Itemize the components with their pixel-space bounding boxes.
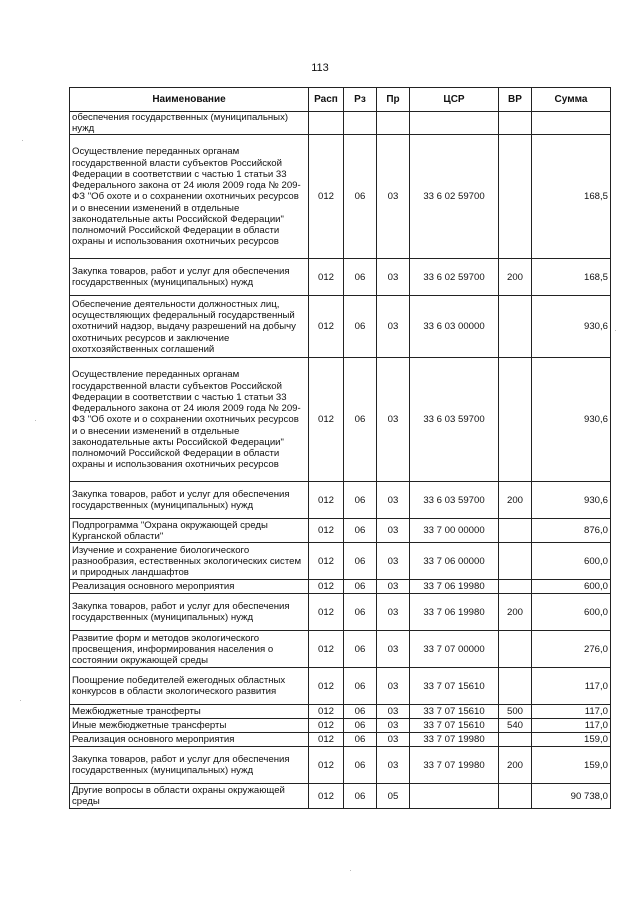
row-name-cell: обеспечения государственных (муниципальных) нужд — [70, 112, 309, 135]
row-name-cell: Закупка товаров, работ и услуг для обеспечения государственных (муниципальных) нужд — [70, 594, 309, 631]
table-body — [70, 112, 611, 809]
row-rasp-cell — [309, 112, 344, 135]
row-rz-cell — [344, 112, 377, 135]
row-rasp-cell: 012 — [309, 747, 344, 784]
row-pr-cell: 03 — [377, 358, 410, 482]
row-sum-cell: 876,0 — [532, 519, 611, 543]
table-row — [70, 482, 611, 519]
column-header-sum: Сумма — [532, 88, 611, 112]
row-sum-cell: 168,5 — [532, 135, 611, 259]
table-row — [70, 112, 611, 135]
row-csr-cell: 33 7 06 00000 — [410, 543, 499, 580]
row-vr-cell: 200 — [499, 747, 532, 784]
row-rz-cell: 06 — [344, 482, 377, 519]
row-pr-cell: 03 — [377, 482, 410, 519]
row-vr-cell — [499, 631, 532, 668]
row-rz-cell: 06 — [344, 519, 377, 543]
row-rasp-cell: 012 — [309, 296, 344, 358]
row-pr-cell: 03 — [377, 594, 410, 631]
row-sum-cell: 90 738,0 — [532, 784, 611, 809]
column-header-vr: ВР — [499, 88, 532, 112]
row-name-cell: Межбюджетные трансферты — [70, 705, 309, 719]
row-vr-cell — [499, 296, 532, 358]
table-row — [70, 668, 611, 705]
row-name-cell: Поощрение победителей ежегодных областных конкурсов в области экологического развития — [70, 668, 309, 705]
table-row — [70, 543, 611, 580]
row-pr-cell: 05 — [377, 784, 410, 809]
row-pr-cell: 03 — [377, 259, 410, 296]
row-rasp-cell: 012 — [309, 580, 344, 594]
row-sum-cell: 276,0 — [532, 631, 611, 668]
row-csr-cell: 33 7 06 19980 — [410, 580, 499, 594]
table-row — [70, 580, 611, 594]
row-csr-cell: 33 7 07 15610 — [410, 705, 499, 719]
row-sum-cell: 600,0 — [532, 580, 611, 594]
row-csr-cell: 33 7 07 15610 — [410, 668, 499, 705]
row-csr-cell — [410, 784, 499, 809]
row-rasp-cell: 012 — [309, 259, 344, 296]
row-vr-cell — [499, 112, 532, 135]
row-csr-cell: 33 6 03 59700 — [410, 358, 499, 482]
row-rasp-cell: 012 — [309, 358, 344, 482]
row-rz-cell: 06 — [344, 259, 377, 296]
row-name-cell: Подпрограмма "Охрана окружающей среды Курганской области" — [70, 519, 309, 543]
row-name-cell: Закупка товаров, работ и услуг для обеспечения государственных (муниципальных) нужд — [70, 482, 309, 519]
column-header-csr: ЦСР — [410, 88, 499, 112]
row-pr-cell: 03 — [377, 747, 410, 784]
table-header-row — [70, 88, 611, 112]
row-sum-cell: 600,0 — [532, 543, 611, 580]
row-pr-cell: 03 — [377, 719, 410, 733]
row-csr-cell: 33 7 07 19980 — [410, 733, 499, 747]
row-sum-cell: 930,6 — [532, 358, 611, 482]
row-pr-cell: 03 — [377, 631, 410, 668]
row-rasp-cell: 012 — [309, 135, 344, 259]
row-name-cell: Изучение и сохранение биологического разнообразия, естественных экологических систем и природных ландшафтов — [70, 543, 309, 580]
row-rz-cell: 06 — [344, 668, 377, 705]
row-vr-cell: 200 — [499, 259, 532, 296]
row-sum-cell: 930,6 — [532, 482, 611, 519]
row-vr-cell — [499, 668, 532, 705]
row-rasp-cell: 012 — [309, 705, 344, 719]
row-csr-cell: 33 6 02 59700 — [410, 259, 499, 296]
table-row — [70, 519, 611, 543]
row-vr-cell: 500 — [499, 705, 532, 719]
table-row — [70, 784, 611, 809]
row-sum-cell: 930,6 — [532, 296, 611, 358]
row-rasp-cell: 012 — [309, 668, 344, 705]
row-pr-cell: 03 — [377, 705, 410, 719]
row-sum-cell: 117,0 — [532, 668, 611, 705]
row-sum-cell: 600,0 — [532, 594, 611, 631]
row-name-cell: Закупка товаров, работ и услуг для обеспечения государственных (муниципальных) нужд — [70, 747, 309, 784]
row-csr-cell: 33 7 00 00000 — [410, 519, 499, 543]
row-pr-cell: 03 — [377, 296, 410, 358]
row-vr-cell — [499, 358, 532, 482]
row-vr-cell: 200 — [499, 594, 532, 631]
row-rz-cell: 06 — [344, 296, 377, 358]
row-pr-cell: 03 — [377, 580, 410, 594]
page-number: 113 — [311, 62, 329, 74]
row-csr-cell: 33 7 07 00000 — [410, 631, 499, 668]
table-row — [70, 358, 611, 482]
row-name-cell: Закупка товаров, работ и услуг для обеспечения государственных (муниципальных) нужд — [70, 259, 309, 296]
row-csr-cell: 33 7 07 19980 — [410, 747, 499, 784]
row-csr-cell: 33 6 02 59700 — [410, 135, 499, 259]
row-pr-cell: 03 — [377, 733, 410, 747]
row-name-cell: Другие вопросы в области охраны окружающей среды — [70, 784, 309, 809]
row-rz-cell: 06 — [344, 594, 377, 631]
row-vr-cell: 540 — [499, 719, 532, 733]
row-sum-cell: 117,0 — [532, 719, 611, 733]
row-name-cell: Осуществление переданных органам государственной власти субъектов Российской Федерации в соответствии с частью 1 статьи 33 Федерального закона от 24 июля 2009 года № 209-ФЗ "Об охоте и о сохранении охотничьих ресурсов и о внесении изменений в отдельные законодательные акты Российской Федерации" полномочий Российской Федерации в области охраны и использования охотничьих ресурсов — [70, 358, 309, 482]
row-vr-cell — [499, 135, 532, 259]
budget-table — [69, 87, 611, 809]
row-rasp-cell: 012 — [309, 482, 344, 519]
table-row — [70, 594, 611, 631]
row-rz-cell: 06 — [344, 733, 377, 747]
row-rasp-cell: 012 — [309, 543, 344, 580]
row-csr-cell: 33 7 07 15610 — [410, 719, 499, 733]
row-name-cell: Иные межбюджетные трансферты — [70, 719, 309, 733]
row-csr-cell — [410, 112, 499, 135]
row-rasp-cell: 012 — [309, 631, 344, 668]
row-pr-cell: 03 — [377, 668, 410, 705]
row-sum-cell: 159,0 — [532, 733, 611, 747]
table-row — [70, 747, 611, 784]
row-csr-cell: 33 6 03 59700 — [410, 482, 499, 519]
row-rz-cell: 06 — [344, 580, 377, 594]
row-rz-cell: 06 — [344, 358, 377, 482]
row-vr-cell — [499, 733, 532, 747]
row-name-cell: Реализация основного мероприятия — [70, 733, 309, 747]
row-rasp-cell: 012 — [309, 784, 344, 809]
row-sum-cell: 117,0 — [532, 705, 611, 719]
table-row — [70, 259, 611, 296]
row-rz-cell: 06 — [344, 135, 377, 259]
row-sum-cell: 168,5 — [532, 259, 611, 296]
row-pr-cell: 03 — [377, 135, 410, 259]
column-header-pr: Пр — [377, 88, 410, 112]
row-pr-cell: 03 — [377, 519, 410, 543]
row-sum-cell — [532, 112, 611, 135]
row-rasp-cell: 012 — [309, 733, 344, 747]
row-vr-cell — [499, 519, 532, 543]
row-rasp-cell: 012 — [309, 519, 344, 543]
row-csr-cell: 33 6 03 00000 — [410, 296, 499, 358]
row-pr-cell — [377, 112, 410, 135]
table-row — [70, 135, 611, 259]
row-vr-cell — [499, 784, 532, 809]
row-name-cell: Реализация основного мероприятия — [70, 580, 309, 594]
table-row — [70, 296, 611, 358]
row-vr-cell: 200 — [499, 482, 532, 519]
row-pr-cell: 03 — [377, 543, 410, 580]
row-rz-cell: 06 — [344, 631, 377, 668]
row-rz-cell: 06 — [344, 543, 377, 580]
table-row — [70, 719, 611, 733]
row-sum-cell: 159,0 — [532, 747, 611, 784]
table-row — [70, 631, 611, 668]
row-name-cell: Осуществление переданных органам государственной власти субъектов Российской Федерации в соответствии с частью 1 статьи 33 Федерального закона от 24 июля 2009 года № 209-ФЗ "Об охоте и о сохранении охотничьих ресурсов и о внесении изменений в отдельные законодательные акты Российской Федерации" полномочий Российской Федерации в области охраны и использования охотничьих ресурсов — [70, 135, 309, 259]
row-vr-cell — [499, 543, 532, 580]
row-vr-cell — [499, 580, 532, 594]
row-rz-cell: 06 — [344, 705, 377, 719]
column-header-rasp: Расп — [309, 88, 344, 112]
row-rz-cell: 06 — [344, 747, 377, 784]
row-rz-cell: 06 — [344, 719, 377, 733]
table-row — [70, 733, 611, 747]
row-name-cell: Обеспечение деятельности должностных лиц, осуществляющих федеральный государственный охотничий надзор, выдачу разрешений на добычу охотничьих ресурсов и заключение охотхозяйственных соглашений — [70, 296, 309, 358]
row-rasp-cell: 012 — [309, 594, 344, 631]
column-header-name: Наименование — [70, 88, 309, 112]
column-header-rz: Рз — [344, 88, 377, 112]
row-csr-cell: 33 7 06 19980 — [410, 594, 499, 631]
row-rasp-cell: 012 — [309, 719, 344, 733]
table-row — [70, 705, 611, 719]
row-name-cell: Развитие форм и методов экологического просвещения, информирования населения о состоянии окружающей среды — [70, 631, 309, 668]
row-rz-cell: 06 — [344, 784, 377, 809]
